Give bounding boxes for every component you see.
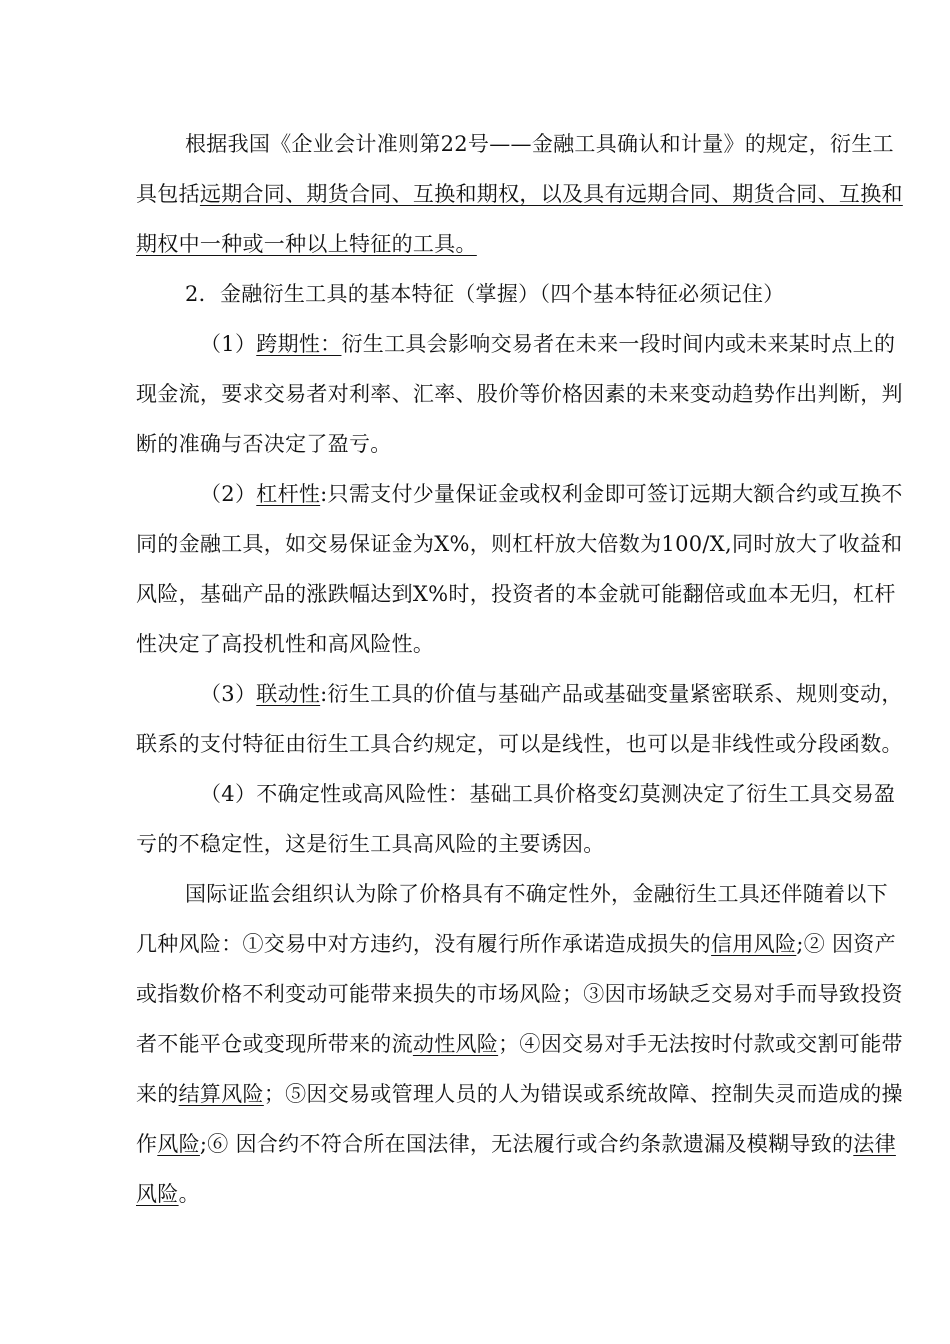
underlined-text: 法律: [853, 1132, 896, 1156]
paragraph-line: [185, 130, 894, 158]
item-number: （1）: [200, 332, 257, 356]
text-span: :只需支付少量保证金或权利金即可签订远期大额合约或互换不: [320, 482, 903, 506]
paragraph-line: [136, 180, 903, 208]
text-span: ；④因交易对手无法按时付款或交割可能带: [498, 1032, 903, 1056]
text-span: ；⑤因交易或管理人员的人为错误或系统故障、控制失灵而造成的操: [263, 1082, 903, 1106]
text-span: 国际证监会组织认为除了价格具有不确定性外，金融衍生工具还伴随着以下: [185, 882, 888, 906]
text-span: 亏的不稳定性，这是衍生工具高风险的主要诱因。: [136, 832, 605, 856]
text-span: 衍生工具会影响交易者在未来一段时间内或未来某时点上的: [341, 332, 896, 356]
underlined-text: 动性风险: [412, 1032, 499, 1056]
text-span: 性决定了高投机性和高风险性。: [136, 632, 435, 656]
text-span: 或指数价格不利变动可能带来损失的市场风险；③因市场缺乏交易对手而导致投资: [136, 982, 903, 1006]
feature-line: [136, 580, 896, 608]
paragraph-line: [136, 230, 477, 258]
paragraph-line: [136, 980, 903, 1008]
feature-line: [136, 830, 605, 858]
text-span: ;② 因资产: [796, 932, 896, 956]
feature-term: 跨期性：: [256, 332, 342, 356]
feature-line: [200, 780, 895, 808]
feature-line: [136, 630, 434, 658]
paragraph-line: [136, 1130, 896, 1158]
paragraph-line: [136, 1180, 200, 1208]
feature-term: 联动性: [256, 682, 321, 706]
feature-line: [136, 730, 903, 758]
feature-term: 杠杆性: [256, 482, 321, 506]
text-span: 几种风险：①交易中对方违约，没有履行所作承诺造成损失的: [136, 932, 712, 956]
underlined-text: 远期合同、期货合同、互换和期权，以及具有远期合同、期货合同、互换和: [199, 182, 903, 206]
item-number: （3）: [200, 682, 257, 706]
text-span: （4）不确定性或高风险性：基础工具价格变幻莫测决定了衍生工具交易盈: [200, 782, 896, 806]
text-span: 断的准确与否决定了盈亏。: [136, 432, 392, 456]
text-span: 具包括: [136, 182, 200, 206]
paragraph-line: [136, 1080, 903, 1108]
feature-line: [200, 680, 903, 708]
text-span: 风险，基础产品的涨跌幅达到X%时，投资者的本金就可能翻倍或血本无归，杠杆: [136, 582, 896, 606]
feature-line: [200, 330, 895, 358]
text-span: 联系的支付特征由衍生工具合约规定，可以是线性，也可以是非线性或分段函数。: [136, 732, 903, 756]
text-span: 现金流，要求交易者对利率、汇率、股价等价格因素的未来变动趋势作出判断，判: [136, 382, 903, 406]
text-span: 根据我国《企业会计准则第22号——金融工具确认和计量》的规定，衍生工: [185, 132, 894, 156]
heading-text: 2．金融衍生工具的基本特征（掌握）（四个基本特征必须记住）: [185, 282, 785, 306]
text-span: 来的: [136, 1082, 179, 1106]
text-span: 同的金融工具，如交易保证金为X%，则杠杆放大倍数为100/X,同时放大了收益和: [136, 532, 903, 556]
underlined-text: 信用风险: [711, 932, 797, 956]
paragraph-line: [136, 1030, 903, 1058]
text-span: 。: [178, 1182, 200, 1206]
item-number: （2）: [200, 482, 257, 506]
text-span: ;⑥ 因合约不符合所在国法律，无法履行或合约条款遗漏及模糊导致的: [199, 1132, 854, 1156]
text-span: 者不能平仓或变现所带来的流: [136, 1032, 413, 1056]
feature-line: [200, 480, 903, 508]
feature-line: [136, 430, 392, 458]
underlined-text: 风险: [136, 1182, 179, 1206]
underlined-text: 风险: [157, 1132, 200, 1156]
underlined-text: 期权中一种或一种以上特征的工具。: [136, 232, 477, 256]
text-span: :衍生工具的价值与基础产品或基础变量紧密联系、规则变动，: [320, 682, 903, 706]
feature-line: [136, 380, 903, 408]
feature-line: [136, 530, 902, 558]
paragraph-line: [136, 930, 896, 958]
paragraph-line: [185, 880, 888, 908]
text-span: 作: [136, 1132, 158, 1156]
underlined-text: 结算风险: [178, 1082, 264, 1106]
section-heading: [185, 280, 785, 308]
